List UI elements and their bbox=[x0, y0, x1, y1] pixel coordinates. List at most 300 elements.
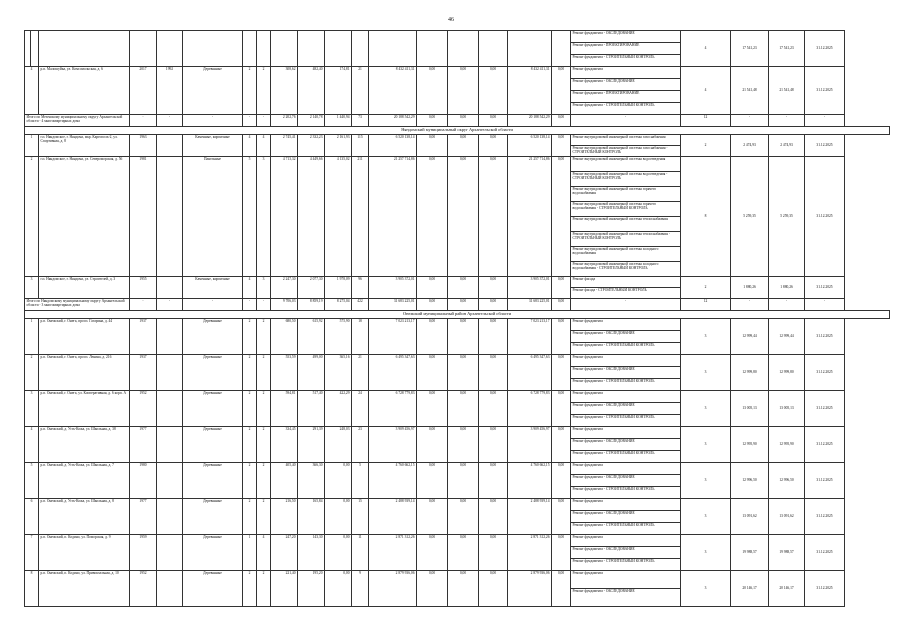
fund-a: 0,00 bbox=[417, 571, 448, 607]
work-count: 2 bbox=[681, 277, 731, 299]
section-title: Няндомский муниципальный округ Архангельской области bbox=[25, 127, 890, 135]
work-type: Ремонт фундамента - ОБСЛЕДОВАНИЕ bbox=[571, 79, 681, 91]
work-type: Ремонт фундамента - ПРОЕКТИРОВАНИЕ bbox=[571, 91, 681, 103]
row-number: 2 bbox=[25, 355, 39, 391]
table-row bbox=[25, 31, 890, 43]
total-count: 12 bbox=[681, 115, 731, 127]
fund-b: 0,00 bbox=[448, 67, 479, 115]
total-work: - bbox=[571, 115, 681, 127]
living-area: 2 332,23 bbox=[298, 135, 325, 157]
floors: 5 bbox=[243, 157, 257, 277]
deadline-date: 31.12.2025 bbox=[805, 319, 845, 355]
total-cost: 31 683 225,01 bbox=[369, 299, 417, 311]
work-count: 4 bbox=[681, 31, 731, 67]
other-fund: 0,00 bbox=[552, 499, 571, 535]
wall-material: Деревянные bbox=[183, 499, 243, 535]
empty-cell bbox=[325, 31, 352, 67]
owners-fund: 7 023 213,17 bbox=[508, 319, 552, 355]
total-cost: 3 905 372,01 bbox=[369, 277, 417, 299]
year-repair bbox=[157, 499, 183, 535]
work-type: Ремонт фундамента - ОБСЛЕДОВАНИЕ bbox=[571, 331, 681, 343]
house-address: р.п. Онежский, д. Усть-Кожа, ул. Школьная, д. 7 bbox=[39, 463, 130, 499]
work-type: Ремонт фундамента - СТРОИТЕЛЬНЫЙ КОНТРОЛЬ bbox=[571, 379, 681, 391]
residents: 96 bbox=[352, 277, 369, 299]
entrances: 2 bbox=[257, 355, 271, 391]
year-repair: 1992 bbox=[157, 67, 183, 115]
residents: 24 bbox=[352, 391, 369, 427]
work-type: Ремонт внутридомовой инженерной системы водоотведения - СТРОИТЕЛЬНЫЙ КОНТРОЛЬ bbox=[571, 172, 681, 187]
living-area: 143,30 bbox=[298, 535, 325, 571]
other-fund: 0,00 bbox=[552, 67, 571, 115]
deadline-date: 31.12.2025 bbox=[805, 535, 845, 571]
work-type: Ремонт фундамента - ОБСЛЕДОВАНИЕ bbox=[571, 511, 681, 523]
fund-a: 0,00 bbox=[417, 535, 448, 571]
total-area: 308,62 bbox=[271, 67, 298, 115]
total-area: 594,81 bbox=[271, 391, 298, 427]
floors: 2 bbox=[243, 571, 257, 607]
total-cost: 7 023 213,17 bbox=[369, 319, 417, 355]
work-type: Ремонт фундамента - СТРОИТЕЛЬНЫЙ КОНТРОЛЬ bbox=[571, 103, 681, 115]
total-dash: - bbox=[805, 115, 845, 127]
total-dash: - bbox=[157, 115, 183, 127]
limit-cost: 20 146,17 bbox=[769, 571, 805, 607]
total-label: Итого по Мезенскому муниципальному округу Архангельской области - 4 многоквартирных дома bbox=[25, 115, 130, 127]
unit-cost: 13 091,62 bbox=[731, 499, 769, 535]
row-number: 6 bbox=[25, 499, 39, 535]
total-dash: - bbox=[769, 115, 805, 127]
total-area: 2 202,76 bbox=[271, 115, 298, 127]
row-number: 3 bbox=[25, 391, 39, 427]
work-type: Ремонт фундамента bbox=[571, 391, 681, 403]
row-number: 2 bbox=[25, 157, 39, 277]
unit-cost: 1 880,26 bbox=[731, 277, 769, 299]
residents: 21 bbox=[352, 67, 369, 115]
table-row bbox=[25, 277, 890, 288]
year-repair bbox=[157, 463, 183, 499]
total-area: 2 140,78 bbox=[298, 115, 325, 127]
floors: 2 bbox=[243, 463, 257, 499]
table-row bbox=[25, 319, 890, 331]
total-dash: - bbox=[257, 299, 271, 311]
residents: 5 bbox=[352, 463, 369, 499]
year-repair bbox=[157, 571, 183, 607]
work-type: Ремонт фундамента bbox=[571, 571, 681, 589]
table-row bbox=[25, 535, 890, 547]
other-fund: 0,00 bbox=[552, 355, 571, 391]
owners-fund: 21 257 714,86 bbox=[508, 157, 552, 277]
owned-area: 365,16 bbox=[325, 355, 352, 391]
table-row bbox=[25, 355, 890, 367]
fund-b: 0,00 bbox=[448, 571, 479, 607]
other-fund: 0,00 bbox=[552, 535, 571, 571]
house-address: р.п. Онежский, п. Кодино, ул. Привокзальная, д. 10 bbox=[39, 571, 130, 607]
floors: 2 bbox=[243, 427, 257, 463]
work-type: Ремонт фундамента bbox=[571, 427, 681, 439]
total-other: 0,00 bbox=[552, 115, 571, 127]
total-area: 334,45 bbox=[271, 427, 298, 463]
total-area: 221,40 bbox=[271, 571, 298, 607]
table-row bbox=[25, 135, 890, 146]
living-area: 195,20 bbox=[298, 571, 325, 607]
wall-material: Деревянные bbox=[183, 463, 243, 499]
limit-cost: 13 091,62 bbox=[769, 499, 805, 535]
wall-material: Деревянные bbox=[183, 67, 243, 115]
total-other: 0,00 bbox=[552, 299, 571, 311]
owned-area: 248,03 bbox=[325, 427, 352, 463]
total-dash: - bbox=[731, 115, 769, 127]
section-header-row bbox=[25, 311, 890, 319]
residents: 11 bbox=[352, 535, 369, 571]
fund-a: 0,00 bbox=[417, 427, 448, 463]
living-area: 291,39 bbox=[298, 427, 325, 463]
owned-area: 575,90 bbox=[325, 319, 352, 355]
total-dash: - bbox=[183, 299, 243, 311]
floors: 2 bbox=[243, 319, 257, 355]
total-area: 247,20 bbox=[271, 535, 298, 571]
table-row bbox=[25, 67, 890, 79]
fund-a: 0,00 bbox=[417, 67, 448, 115]
limit-cost: 5 259,35 bbox=[769, 157, 805, 277]
deadline-date: 31.12.2025 bbox=[805, 571, 845, 607]
total-residents: 73 bbox=[352, 115, 369, 127]
residents: 21 bbox=[352, 355, 369, 391]
table-row bbox=[25, 157, 890, 172]
house-address: г.п. Няндомское, г. Няндома, ул. Североморская, д. 56 bbox=[39, 157, 130, 277]
year-repair bbox=[157, 355, 183, 391]
residents: 18 bbox=[352, 319, 369, 355]
empty-cell bbox=[243, 31, 257, 67]
empty-cell bbox=[298, 31, 325, 67]
owned-area: 2 161,93 bbox=[325, 135, 352, 157]
deadline-date: 31.12.2025 bbox=[805, 355, 845, 391]
total-cost: 20 188 542,29 bbox=[369, 115, 417, 127]
limit-cost: 12 999,44 bbox=[769, 319, 805, 355]
total-cost: 6 728 779,83 bbox=[369, 391, 417, 427]
limit-cost: 19 988,57 bbox=[769, 535, 805, 571]
living-area: 615,92 bbox=[298, 319, 325, 355]
table-row bbox=[25, 571, 890, 589]
house-address: р.п. Онежский, д. Усть-Кожа, ул. Школьная, д. 8 bbox=[39, 499, 130, 535]
wall-material: Каменные, кирпичные bbox=[183, 135, 243, 157]
fund-b: 0,00 bbox=[448, 319, 479, 355]
empty-cell bbox=[183, 31, 243, 67]
fund-c: 0,00 bbox=[479, 463, 508, 499]
work-type: Ремонт внутридомовой инженерной системы холодного водоснабжения - СТРОИТЕЛЬНЫЙ КОНТРОЛЬ bbox=[571, 262, 681, 277]
unit-cost: 13 005,13 bbox=[731, 391, 769, 427]
limit-cost: 1 880,26 bbox=[769, 277, 805, 299]
year-repair bbox=[157, 391, 183, 427]
work-count: 3 bbox=[681, 571, 731, 607]
floors: 4 bbox=[243, 135, 257, 157]
house-address: р.п. Онежский, г. Онега, ул. Кооперативная, д. 6 корп. А bbox=[39, 391, 130, 427]
unit-cost: 21 541,48 bbox=[731, 67, 769, 115]
work-count: 3 bbox=[681, 427, 731, 463]
work-type: Ремонт фундамента - СТРОИТЕЛЬНЫЙ КОНТРОЛЬ bbox=[571, 523, 681, 535]
work-type: Ремонт фундамента bbox=[571, 355, 681, 367]
section-title: Онежский муниципальный район Архангельской области bbox=[25, 311, 890, 319]
total-fund: 0,00 bbox=[417, 299, 448, 311]
limit-cost: 12 999,80 bbox=[769, 355, 805, 391]
year-repair bbox=[157, 135, 183, 157]
year-built: 1955 bbox=[130, 277, 157, 299]
fund-c: 0,00 bbox=[479, 427, 508, 463]
total-cost: 4 760 662,15 bbox=[369, 463, 417, 499]
house-address: г.п. Няндомское, г. Няндома, мкр. Каргополь-2, ул. Спортивная, д. 8 bbox=[39, 135, 130, 157]
fund-c: 0,00 bbox=[479, 319, 508, 355]
entrances: 3 bbox=[257, 157, 271, 277]
total-area: 405,40 bbox=[271, 463, 298, 499]
empty-cell bbox=[130, 31, 157, 67]
work-type: Ремонт фундамента - ОБСЛЕДОВАНИЕ bbox=[571, 439, 681, 451]
work-count: 3 bbox=[681, 391, 731, 427]
floors: 2 bbox=[243, 67, 257, 115]
work-count: 3 bbox=[681, 463, 731, 499]
total-area: 2 745,41 bbox=[271, 135, 298, 157]
empty-cell bbox=[508, 31, 552, 67]
residents: 211 bbox=[352, 157, 369, 277]
work-type: Ремонт фундамента - ОБСЛЕДОВАНИЕ bbox=[571, 475, 681, 487]
row-number: 3 bbox=[25, 277, 39, 299]
total-cost: 21 257 714,86 bbox=[369, 157, 417, 277]
year-built: 1952 bbox=[130, 391, 157, 427]
row-number: 4 bbox=[25, 67, 39, 115]
empty-cell bbox=[157, 31, 183, 67]
limit-cost: 21 541,48 bbox=[769, 67, 805, 115]
total-cost: 8 432 411,31 bbox=[369, 67, 417, 115]
total-fund: 0,00 bbox=[448, 115, 479, 127]
living-area: 366,30 bbox=[298, 463, 325, 499]
entrances: 2 bbox=[257, 427, 271, 463]
unit-cost: 20 146,17 bbox=[731, 571, 769, 607]
year-built: 1959 bbox=[130, 535, 157, 571]
work-type: Ремонт фасада - СТРОИТЕЛЬНЫЙ КОНТРОЛЬ bbox=[571, 288, 681, 299]
table-row bbox=[25, 391, 890, 403]
empty-cell bbox=[417, 31, 448, 67]
work-type: Ремонт внутридомовой инженерной системы горячего водоснабжения bbox=[571, 187, 681, 202]
fund-a: 0,00 bbox=[417, 319, 448, 355]
fund-c: 0,00 bbox=[479, 67, 508, 115]
owners-fund: 8 432 411,31 bbox=[508, 67, 552, 115]
total-row bbox=[25, 299, 890, 311]
total-label: Итого по Няндомскому муниципальному округу Архангельской области - 3 многоквартирных дома bbox=[25, 299, 130, 311]
entrances: 2 bbox=[257, 67, 271, 115]
floors: 2 bbox=[243, 391, 257, 427]
section-header-row bbox=[25, 127, 890, 135]
total-fund: 0,00 bbox=[479, 299, 508, 311]
work-type: Ремонт фундамента - СТРОИТЕЛЬНЫЙ КОНТРОЛЬ bbox=[571, 487, 681, 499]
house-address: р.п. Онежский, г. Онега, просп. Гагарина, д. 44 bbox=[39, 319, 130, 355]
wall-material: Каменные, кирпичные bbox=[183, 277, 243, 299]
deadline-date: 31.12.2025 bbox=[805, 499, 845, 535]
total-area: 1 440,94 bbox=[325, 115, 352, 127]
work-type: Ремонт внутридомовой инженерной системы горячего водоснабжения - СТРОИТЕЛЬНЫЙ КОНТРОЛЬ bbox=[571, 202, 681, 217]
floors: 2 bbox=[243, 355, 257, 391]
entrances: 2 bbox=[257, 499, 271, 535]
empty-cell bbox=[31, 31, 39, 67]
owned-area: 0,00 bbox=[325, 499, 352, 535]
owners-fund: 3 909 456,97 bbox=[508, 427, 552, 463]
living-area: 482,40 bbox=[298, 67, 325, 115]
other-fund: 0,00 bbox=[552, 391, 571, 427]
other-fund: 0,00 bbox=[552, 319, 571, 355]
work-count: 4 bbox=[681, 67, 731, 115]
residents: 115 bbox=[352, 135, 369, 157]
unit-cost: 17 541,23 bbox=[731, 31, 769, 67]
empty-cell bbox=[39, 31, 130, 67]
empty-cell bbox=[257, 31, 271, 67]
work-count: 3 bbox=[681, 319, 731, 355]
owners-fund: 6 520 138,14 bbox=[508, 135, 552, 157]
fund-b: 0,00 bbox=[448, 157, 479, 277]
total-dash: - bbox=[183, 115, 243, 127]
wall-material: Панельные bbox=[183, 157, 243, 277]
repair-program-table bbox=[24, 30, 890, 607]
page-number: 46 bbox=[448, 17, 454, 23]
work-type: Ремонт фундамента bbox=[571, 67, 681, 79]
entrances: 3 bbox=[257, 277, 271, 299]
other-fund: 0,00 bbox=[552, 463, 571, 499]
work-count: 8 bbox=[681, 157, 731, 277]
house-address: р.п. Онежский, д. Усть-Кожа, ул. Школьная, д. 38 bbox=[39, 427, 130, 463]
work-type: Ремонт внутридомовой инженерной системы газоснабжения - СТРОИТЕЛЬНЫЙ КОНТРОЛЬ bbox=[571, 146, 681, 157]
work-type: Ремонт фундамента - ОБСЛЕДОВАНИЕ bbox=[571, 403, 681, 415]
work-type: Ремонт фундамента bbox=[571, 463, 681, 475]
year-repair bbox=[157, 277, 183, 299]
fund-b: 0,00 bbox=[448, 463, 479, 499]
unit-cost: 12 996,50 bbox=[731, 463, 769, 499]
fund-c: 0,00 bbox=[479, 135, 508, 157]
total-area: 4 713,32 bbox=[271, 157, 298, 277]
fund-a: 0,00 bbox=[417, 277, 448, 299]
entrances: 2 bbox=[257, 571, 271, 607]
fund-c: 0,00 bbox=[479, 499, 508, 535]
work-count: 2 bbox=[681, 135, 731, 157]
other-fund: 0,00 bbox=[552, 277, 571, 299]
entrances: 2 bbox=[257, 391, 271, 427]
total-dash: - bbox=[157, 299, 183, 311]
work-type: Ремонт фундамента - ОБСЛЕДОВАНИЕ bbox=[571, 367, 681, 379]
total-dash: - bbox=[243, 115, 257, 127]
owned-area: 4 135,02 bbox=[325, 157, 352, 277]
unit-cost: 12 995,90 bbox=[731, 427, 769, 463]
deadline-date: 31.12.2025 bbox=[805, 157, 845, 277]
owners-fund: 2 879 936,06 bbox=[508, 571, 552, 607]
unit-cost: 2 474,93 bbox=[731, 135, 769, 157]
other-fund: 0,00 bbox=[552, 135, 571, 157]
fund-b: 0,00 bbox=[448, 391, 479, 427]
entrances: 2 bbox=[257, 463, 271, 499]
other-fund: 0,00 bbox=[552, 157, 571, 277]
work-type: Ремонт фундамента - СТРОИТЕЛЬНЫЙ КОНТРОЛЬ bbox=[571, 559, 681, 571]
empty-cell bbox=[479, 31, 508, 67]
fund-b: 0,00 bbox=[448, 535, 479, 571]
total-area: 553,59 bbox=[271, 355, 298, 391]
unit-cost: 12 999,44 bbox=[731, 319, 769, 355]
total-area: 8 859,19 bbox=[298, 299, 325, 311]
owned-area: 0,00 bbox=[325, 463, 352, 499]
total-area: 2 247,30 bbox=[271, 277, 298, 299]
unit-cost: 12 999,80 bbox=[731, 355, 769, 391]
living-area: 4 449,66 bbox=[298, 157, 325, 277]
work-type: Ремонт внутридомовой инженерной системы теплоснабжения - СТРОИТЕЛЬНЫЙ КОНТРОЛЬ bbox=[571, 232, 681, 247]
total-area: 9 706,03 bbox=[271, 299, 298, 311]
residents: 9 bbox=[352, 571, 369, 607]
year-built: 1937 bbox=[130, 355, 157, 391]
wall-material: Деревянные bbox=[183, 571, 243, 607]
wall-material: Деревянные bbox=[183, 427, 243, 463]
residents: 23 bbox=[352, 427, 369, 463]
work-type: Ремонт фундамента bbox=[571, 319, 681, 331]
work-type: Ремонт фундамента bbox=[571, 499, 681, 511]
wall-material: Деревянные bbox=[183, 535, 243, 571]
year-built: 1980 bbox=[130, 463, 157, 499]
total-residents: 422 bbox=[352, 299, 369, 311]
fund-b: 0,00 bbox=[448, 135, 479, 157]
limit-cost: 12 995,90 bbox=[769, 427, 805, 463]
work-type: Ремонт фундамента - СТРОИТЕЛЬНЫЙ КОНТРОЛЬ bbox=[571, 451, 681, 463]
total-cost: 2 488 939,14 bbox=[369, 499, 417, 535]
fund-c: 0,00 bbox=[479, 391, 508, 427]
work-type: Ремонт фасада bbox=[571, 277, 681, 288]
row-number: 1 bbox=[25, 319, 39, 355]
total-cost: 3 909 456,97 bbox=[369, 427, 417, 463]
total-cost: 2 871 312,26 bbox=[369, 535, 417, 571]
other-fund: 0,00 bbox=[552, 427, 571, 463]
work-type: Ремонт внутридомовой инженерной системы водоотведения bbox=[571, 157, 681, 172]
row-number: 5 bbox=[25, 463, 39, 499]
total-work: - bbox=[571, 299, 681, 311]
work-type: Ремонт внутридомовой инженерной системы теплоснабжения bbox=[571, 217, 681, 232]
limit-cost: 13 005,13 bbox=[769, 391, 805, 427]
total-count: 12 bbox=[681, 299, 731, 311]
year-built: 1977 bbox=[130, 499, 157, 535]
wall-material: Деревянные bbox=[183, 391, 243, 427]
total-fund: 0,00 bbox=[448, 299, 479, 311]
wall-material: Деревянные bbox=[183, 319, 243, 355]
total-cost: 6 495 347,63 bbox=[369, 355, 417, 391]
fund-c: 0,00 bbox=[479, 535, 508, 571]
total-dash: - bbox=[769, 299, 805, 311]
owners-fund: 4 760 662,15 bbox=[508, 463, 552, 499]
year-repair bbox=[157, 535, 183, 571]
fund-a: 0,00 bbox=[417, 463, 448, 499]
total-fund: 0,00 bbox=[417, 115, 448, 127]
year-built: 1981 bbox=[130, 157, 157, 277]
owners-fund: 2 488 939,14 bbox=[508, 499, 552, 535]
work-type: Ремонт фундамента - СТРОИТЕЛЬНЫЙ КОНТРОЛЬ bbox=[571, 415, 681, 427]
fund-a: 0,00 bbox=[417, 355, 448, 391]
total-dash: - bbox=[130, 115, 157, 127]
unit-cost: 5 259,35 bbox=[731, 157, 769, 277]
fund-b: 0,00 bbox=[448, 427, 479, 463]
fund-a: 0,00 bbox=[417, 135, 448, 157]
floors: 1 bbox=[243, 535, 257, 571]
owned-area: 0,00 bbox=[325, 571, 352, 607]
owned-area: 422,29 bbox=[325, 391, 352, 427]
total-dash: - bbox=[243, 299, 257, 311]
work-type: Ремонт фундамента - ПРОЕКТИРОВАНИЕ bbox=[571, 43, 681, 55]
house-address: р.п. Онежский, п. Кодино, ул. Поморская, д. 9 bbox=[39, 535, 130, 571]
total-row bbox=[25, 115, 890, 127]
house-address: р.п. Малошуйка, ул. Комсомольская, д. 6 bbox=[39, 67, 130, 115]
row-number: 1 bbox=[25, 135, 39, 157]
fund-c: 0,00 bbox=[479, 157, 508, 277]
row-number: 7 bbox=[25, 535, 39, 571]
entrances: 4 bbox=[257, 135, 271, 157]
work-type: Ремонт фундамента - ОБСЛЕДОВАНИЕ bbox=[571, 589, 681, 607]
work-type: Ремонт фундамента - ОБСЛЕДОВАНИЕ bbox=[571, 31, 681, 43]
entrances: 4 bbox=[257, 535, 271, 571]
